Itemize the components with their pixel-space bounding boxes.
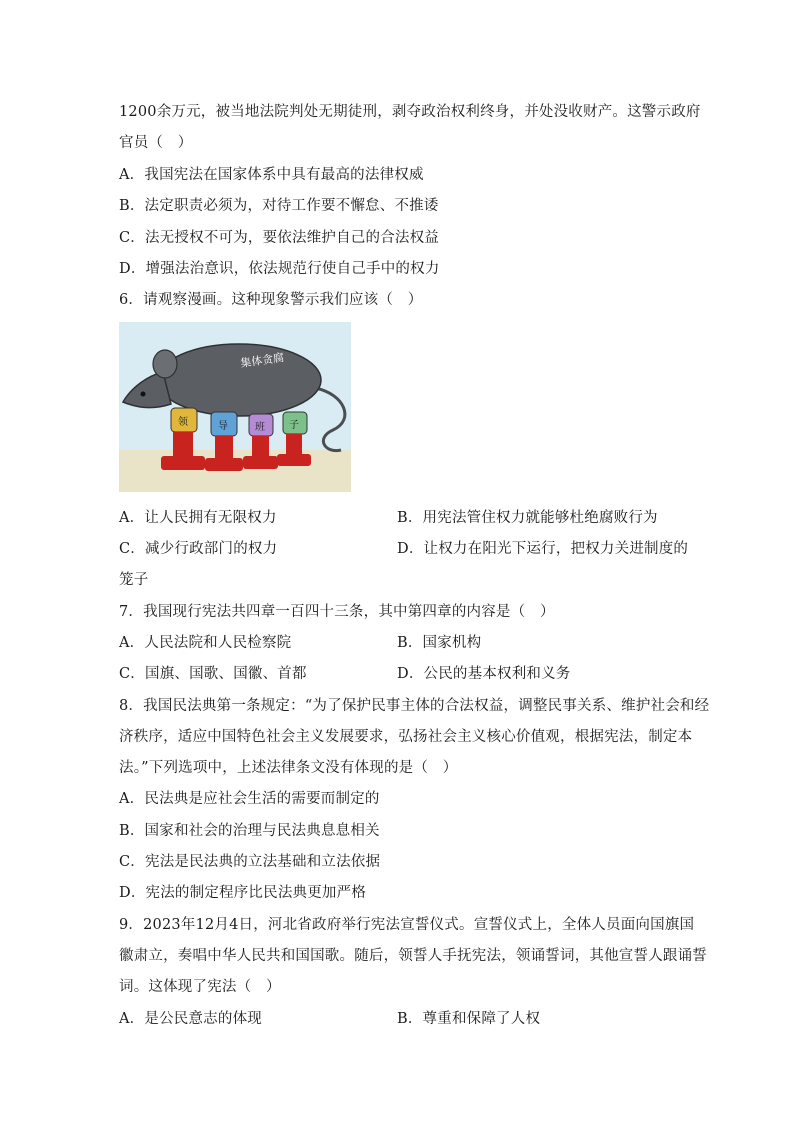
q8-option-d[interactable]: D．宪法的制定程序比民法典更加严格 bbox=[119, 885, 367, 901]
q6-option-d[interactable]: D．让权力在阳光下运行，把权力关进制度的 bbox=[397, 541, 689, 557]
q9-stem-line-3: 词。这体现了宪法（ ） bbox=[119, 979, 281, 995]
q5-stem-line-2: 官员（ ） bbox=[119, 135, 193, 151]
figure-1-label: 领 bbox=[178, 417, 188, 428]
rat-eye bbox=[141, 392, 146, 397]
figure-4-label: 子 bbox=[289, 420, 299, 431]
q6-option-d-continued: 笼子 bbox=[119, 572, 149, 588]
figure-2 bbox=[211, 412, 237, 436]
figure-3-label: 班 bbox=[255, 422, 265, 433]
q5-option-d[interactable]: D．增强法治意识，依法规范行使自己手中的权力 bbox=[119, 261, 440, 277]
q9-option-b[interactable]: B．尊重和保障了人权 bbox=[397, 1011, 541, 1027]
q7-option-d[interactable]: D．公民的基本权利和义务 bbox=[397, 666, 571, 682]
q8-stem-line-1: 8．我国民法典第一条规定：“为了保护民事主体的合法权益，调整民事关系、维护社会和经 bbox=[119, 698, 710, 714]
q7-option-a[interactable]: A．人民法院和人民检察院 bbox=[119, 635, 292, 651]
q9-stem-line-1: 9．2023年12月4日，河北省政府举行宪法宣誓仪式。宣誓仪式上，全体人员面向国旗国 bbox=[119, 917, 695, 933]
q8-stem-line-2: 济秩序，适应中国特色社会主义发展要求，弘扬社会主义核心价值观，根据宪法，制定本 bbox=[119, 729, 693, 745]
q7-option-b[interactable]: B．国家机构 bbox=[397, 635, 482, 651]
q6-option-c[interactable]: C．减少行政部门的权力 bbox=[119, 541, 278, 557]
q5-option-a[interactable]: A．我国宪法在国家体系中具有最高的法律权威 bbox=[119, 167, 424, 183]
q5-option-c[interactable]: C．法无授权不可为，要依法维护自己的合法权益 bbox=[119, 230, 439, 246]
q8-option-a[interactable]: A．民法典是应社会生活的需要而制定的 bbox=[119, 791, 380, 807]
cartoon-collective-corruption bbox=[119, 322, 351, 492]
q6-stem: 6．请观察漫画。这种现象警示我们应该（ ） bbox=[119, 292, 423, 308]
figure-1 bbox=[171, 408, 197, 432]
q5-option-b[interactable]: B．法定职责必须为，对待工作要不懈怠、不推诿 bbox=[119, 198, 439, 214]
q9-option-a[interactable]: A．是公民意志的体现 bbox=[119, 1011, 262, 1027]
q8-stem-line-3: 法。”下列选项中，上述法律条文没有体现的是（ ） bbox=[119, 760, 458, 776]
figure-4 bbox=[283, 412, 307, 434]
q7-stem: 7．我国现行宪法共四章一百四十三条，其中第四章的内容是（ ） bbox=[119, 604, 555, 620]
q6-option-b[interactable]: B．用宪法管住权力就能够杜绝腐败行为 bbox=[397, 510, 658, 526]
rat-ear bbox=[153, 350, 177, 378]
rat-label: 集体贪腐 bbox=[239, 350, 285, 370]
q5-stem-line-1: 1200余万元，被当地法院判处无期徒刑，剥夺政治权利终身，并处没收财产。这警示政府 bbox=[119, 104, 701, 120]
q8-option-b[interactable]: B．国家和社会的治理与民法典息息相关 bbox=[119, 823, 380, 839]
figure-2-label: 导 bbox=[218, 421, 228, 432]
q9-stem-line-2: 徽肃立，奏唱中华人民共和国国歌。随后，领誓人手抚宪法，领诵誓词，其他宣誓人跟诵誓 bbox=[119, 948, 707, 964]
rat-body bbox=[157, 344, 321, 416]
q7-option-c[interactable]: C．国旗、国歌、国徽、首都 bbox=[119, 666, 307, 682]
q6-option-a[interactable]: A．让人民拥有无限权力 bbox=[119, 510, 277, 526]
figure-3 bbox=[249, 414, 273, 436]
q8-option-c[interactable]: C．宪法是民法典的立法基础和立法依据 bbox=[119, 854, 381, 870]
